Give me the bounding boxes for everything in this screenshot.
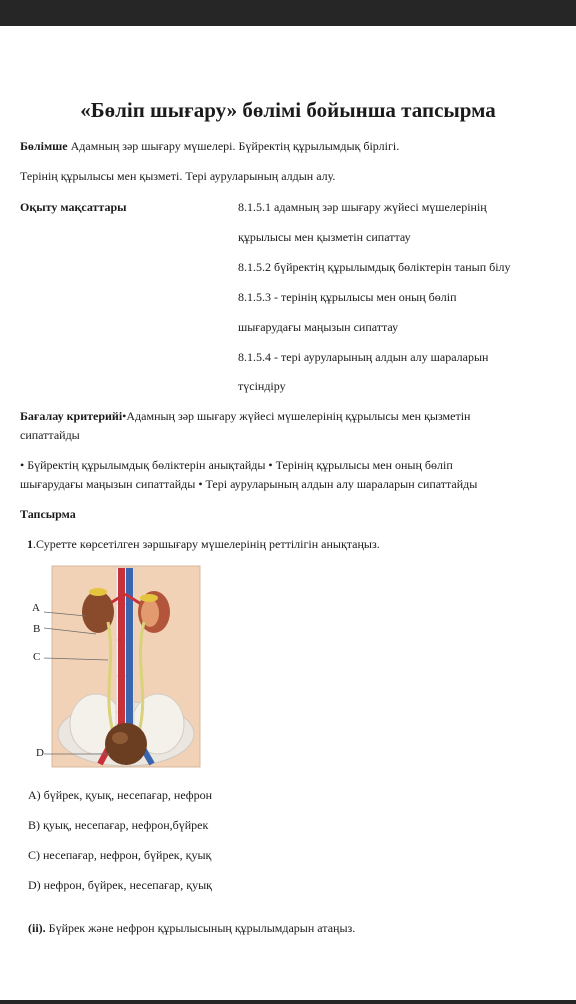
question-2 — [28, 921, 355, 936]
objective-line-5: шығарудағы маңызын сипаттау — [238, 320, 399, 334]
criteria-line-4: шығарудағы маңызын сипаттайды • Тері ауруларының алдын алу шараларын сипаттайды — [20, 477, 478, 491]
section-label: Бөлімше — [20, 139, 68, 153]
option-a: A) бүйрек, қуық, несепағар, нефрон — [28, 788, 213, 802]
objective-line-2: құрылысы мен қызметін сипаттау — [238, 230, 411, 244]
section-text: Адамның зәр шығару мүшелері. Бүйректің құрылымдық бірлігі. — [67, 139, 400, 153]
criteria-line-3: • Бүйректің құрылымдық бөліктерін анықтайды • Терінің құрылысы мен оның бөліп — [20, 458, 453, 472]
section-line-1 — [20, 139, 399, 154]
figure-label-c: C — [33, 651, 41, 663]
document-page — [0, 26, 576, 1000]
objective-line-7: түсіндіру — [238, 379, 286, 393]
objective-line-3: 8.1.5.2 бүйректің құрылымдық бөліктерін танып білу — [238, 260, 511, 274]
option-b: B) қуық, несепағар, нефрон,бүйрек — [28, 818, 209, 832]
objective-line-6: 8.1.5.4 - тері ауруларының алдын алу шараларын — [238, 350, 489, 364]
option-d: D) нефрон, бүйрек, несепағар, қуық — [28, 878, 213, 892]
figure-label-d: D — [36, 747, 44, 759]
figure-label-a: A — [32, 602, 40, 614]
question-1-number: 1 — [27, 537, 33, 551]
criteria-text: •Адамның зәр шығару жүйесі мүшелерінің құрылысы мен қызметін — [122, 409, 471, 423]
option-c: C) несепағар, нефрон, бүйрек, қуық — [28, 848, 212, 862]
question-1 — [27, 537, 380, 552]
question-2-text: Бүйрек және нефрон құрылысының құрылымдарын атаңыз. — [45, 921, 356, 935]
objective-line-4: 8.1.5.3 - терінің құрылысы мен оның бөліп — [238, 290, 457, 304]
section-line-2: Терінің құрылысы мен қызметі. Тері ауруларының алдын алу. — [20, 169, 336, 183]
urinary-system-illustration — [30, 564, 220, 769]
criteria-label: Бағалау критерийі — [20, 409, 123, 423]
task-label: Тапсырма — [20, 507, 76, 521]
page-title: «Бөліп шығару» бөлімі бойынша тапсырма — [80, 98, 496, 122]
question-1-text: .Суретте көрсетілген зәршығару мүшелерінің реттілігін анықтаңыз. — [33, 537, 380, 551]
criteria-line-2: сипаттайды — [20, 428, 80, 442]
criteria-line-1 — [20, 409, 470, 424]
objective-line-1: 8.1.5.1 адамның зәр шығару жүйесі мүшелерінің — [238, 200, 487, 214]
objectives-label: Оқыту мақсаттары — [20, 200, 127, 214]
figure-label-b: B — [33, 623, 41, 635]
question-2-number: (ii). — [28, 921, 46, 935]
urinary-system-figure — [30, 564, 220, 769]
